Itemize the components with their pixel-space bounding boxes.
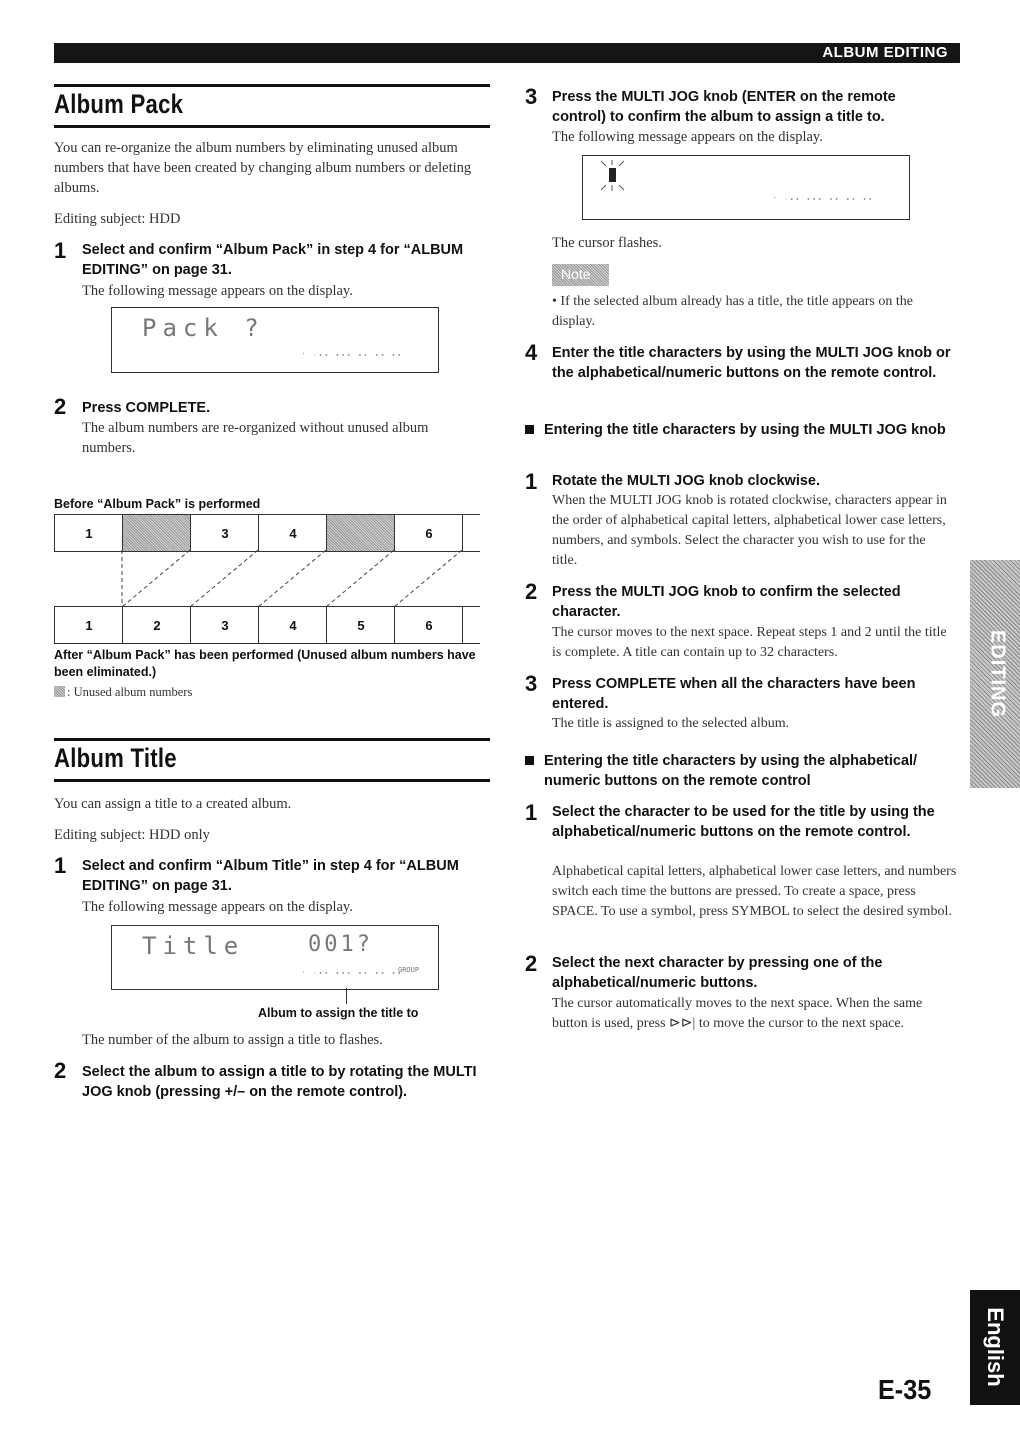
- callout-desc: The number of the album to assign a title to flashes.: [82, 1032, 383, 1048]
- subheading-remote: [525, 751, 976, 791]
- subheading-text: Entering the title characters by using the MULTI JOG knob: [544, 422, 946, 438]
- side-tab-english-label: English: [983, 1307, 1008, 1387]
- album-pack-subject: Editing subject: HDD: [54, 211, 181, 227]
- step-number: 3: [525, 671, 538, 696]
- album-pack-intro: You can re-organize the album numbers by eliminating unused album numbers that have been created by changing album numbers or deleting albums.: [54, 140, 472, 196]
- callout-label: Album to assign the title to: [258, 1006, 419, 1020]
- album-cell: 3: [190, 607, 259, 643]
- sub1-step3-desc: The title is assigned to the selected album.: [552, 716, 790, 731]
- display-text: Pack ?: [142, 314, 265, 342]
- album-title-step1-desc: The following message appears on the display.: [82, 899, 353, 915]
- album-cell: 6: [394, 515, 463, 551]
- display-panel-pack: [111, 307, 439, 373]
- display-group-indicator: GROUP: [398, 966, 420, 974]
- side-tab-editing-label: EDITING: [986, 629, 1009, 719]
- display-text: Title: [142, 932, 245, 960]
- album-pack-step1: Select and confirm “Album Pack” in step 4 for “ALBUM EDITING” on page 31.: [82, 242, 464, 278]
- note-text: • If the selected album already has a title, the title appears on the display.: [552, 294, 913, 329]
- step-number: 3: [525, 84, 538, 109]
- subheading-multijog: [525, 420, 974, 440]
- side-tab-editing: [970, 560, 1020, 788]
- album-cell: 2: [122, 607, 191, 643]
- album-title-subject: Editing subject: HDD only: [54, 827, 210, 843]
- album-cell: 3: [190, 515, 259, 551]
- square-bullet-icon: [525, 425, 534, 434]
- sub2-step1-desc: Alphabetical capital letters, alphabetical lower case letters, and numbers switch each time the buttons are pressed. To create a space, press SPACE. To use a symbol, press SYMBOL to select the desired symbol.: [552, 864, 957, 919]
- section-header-bar: [54, 43, 960, 63]
- album-cell: 4: [258, 515, 327, 551]
- step-number: 1: [525, 469, 538, 494]
- album-cell-empty: [462, 607, 481, 643]
- remap-lines: [54, 550, 484, 607]
- display-indicators: ꜛ ·∙∙ ∙∙∙ ∙∙ ∙∙ ∙∙: [302, 352, 404, 359]
- legend-swatch: [54, 686, 65, 697]
- after-label: After “Album Pack” has been performed (Unused album numbers have been eliminated.): [54, 648, 476, 679]
- sub1-step2: Press the MULTI JOG knob to confirm the selected character.: [552, 584, 901, 620]
- step-number: 2: [54, 394, 67, 419]
- step-number: 2: [54, 1058, 67, 1083]
- side-tab-english: [970, 1290, 1020, 1405]
- before-row: [54, 514, 480, 552]
- album-title-title: Album Title: [54, 743, 177, 773]
- album-title-step2: Select the album to assign a title to by rotating the MULTI JOG knob (pressing +/– on the remote control).: [82, 1064, 477, 1100]
- section-rule-top: [54, 738, 490, 741]
- album-title-intro: You can assign a title to a created album.: [54, 796, 292, 812]
- sub2-step1: Select the character to be used for the title by using the alphabetical/numeric buttons on the remote control.: [552, 804, 935, 840]
- legend-text: : Unused album numbers: [67, 685, 193, 699]
- step-number: 1: [54, 853, 67, 878]
- album-pack-step1-desc: The following message appears on the display.: [82, 283, 353, 299]
- album-cell: 1: [54, 515, 123, 551]
- callout-line: [346, 988, 347, 1004]
- display-album-number: 001?: [308, 932, 373, 957]
- album-cell-unused: [326, 515, 395, 551]
- step-number: 2: [525, 579, 538, 604]
- sub2-step2: Select the next character by pressing one of the alphabetical/numeric buttons.: [552, 955, 883, 991]
- note-label: Note: [561, 266, 591, 282]
- sub1-step2-desc: The cursor moves to the next space. Repeat steps 1 and 2 until the title is complete. A title can contain up to 32 characters.: [552, 625, 947, 660]
- section-header-label: ALBUM EDITING: [822, 44, 948, 61]
- step-number: 1: [54, 238, 67, 263]
- step-number: 2: [525, 951, 538, 976]
- section-rule-top: [54, 84, 490, 87]
- after-row: [54, 606, 480, 644]
- display-indicators: ꜛ ·∙∙ ∙∙∙ ∙∙ ∙∙ ∙∙: [302, 970, 404, 977]
- section-rule-bottom: [54, 125, 490, 128]
- album-pack-title: Album Pack: [54, 89, 184, 119]
- album-cell: 6: [394, 607, 463, 643]
- display-indicators: ꜛ ·∙∙ ∙∙∙ ∙∙ ∙∙ ∙∙: [773, 196, 875, 203]
- cursor-flash-icon: [595, 158, 631, 194]
- before-label: Before “Album Pack” is performed: [54, 497, 261, 511]
- section-rule-bottom: [54, 779, 490, 782]
- step3-desc: The following message appears on the display.: [552, 129, 823, 145]
- album-cell: 1: [54, 607, 123, 643]
- square-bullet-icon: [525, 756, 534, 765]
- album-title-step1: Select and confirm “Album Title” in step 4 for “ALBUM EDITING” on page 31.: [82, 858, 459, 894]
- album-pack-step2-desc: The album numbers are re-organized without unused album numbers.: [82, 420, 429, 456]
- sub1-step3: Press COMPLETE when all the characters have been entered.: [552, 676, 916, 712]
- step-number: 4: [525, 340, 538, 365]
- display-panel-title: [111, 925, 439, 990]
- cursor-desc: The cursor flashes.: [552, 235, 662, 251]
- display-panel-cursor: [582, 155, 910, 220]
- album-cell-unused: [122, 515, 191, 551]
- step3: Press the MULTI JOG knob (ENTER on the remote control) to confirm the album to assign a title to.: [552, 89, 896, 125]
- album-cell: 5: [326, 607, 395, 643]
- album-cell: 4: [258, 607, 327, 643]
- sub1-step1-desc: When the MULTI JOG knob is rotated clockwise, characters appear in the order of alphabetical capital letters, alphabetical lower case letters, numbers, and symbols. Select the character you wish to use for the title.: [552, 493, 947, 568]
- page-number: E-35: [878, 1374, 932, 1405]
- sub1-step1: Rotate the MULTI JOG knob clockwise.: [552, 473, 821, 489]
- note-badge: [552, 264, 609, 286]
- album-pack-step2: Press COMPLETE.: [82, 400, 211, 416]
- album-cell-empty: [462, 515, 481, 551]
- step-number: 1: [525, 800, 538, 825]
- subheading-text: Entering the title characters by using the alphabetical/ numeric buttons on the remote control: [544, 753, 918, 789]
- sub2-step2-desc: The cursor automatically moves to the next space. When the same button is used, press ⊳⊳| to move the cursor to the next space.: [552, 996, 923, 1031]
- step4: Enter the title characters by using the MULTI JOG knob or the alphabetical/numeric buttons on the remote control.: [552, 345, 951, 381]
